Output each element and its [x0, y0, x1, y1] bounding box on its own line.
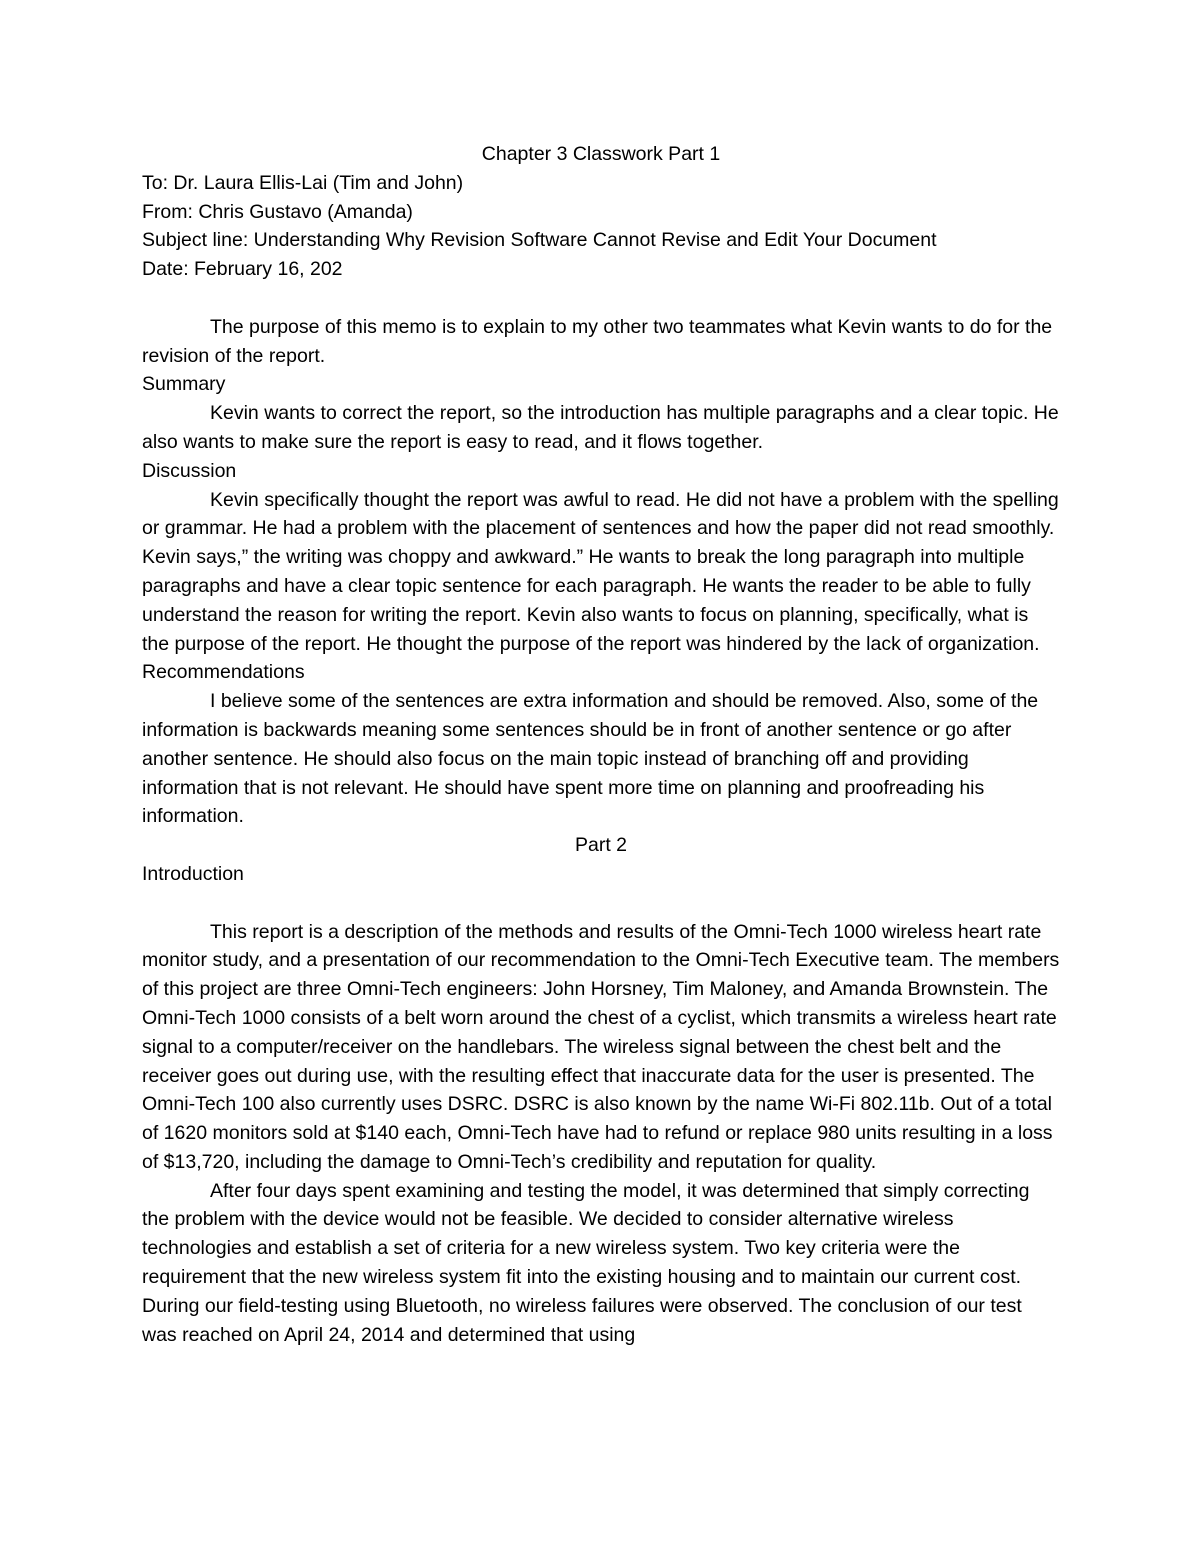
document-page: [142, 140, 1060, 1349]
introduction-paragraph-1: This report is a description of the methods and results of the Omni-Tech 1000 wireless heart rate monitor study, and a presentation of our recommendation to the Omni-Tech Executive team. The members of this project are three Omni-Tech engineers: John Horsney, Tim Maloney, and Amanda Brownstein. The Omni-Tech 1000 consists of a belt worn around the chest of a cyclist, which transmits a wireless heart rate signal to a computer/receiver on the handlebars. The wireless signal between the chest belt and the receiver goes out during use, with the resulting effect that inaccurate data for the user is presented. The Omni-Tech 100 also currently uses DSRC. DSRC is also known by the name Wi-Fi 802.11b. Out of a total of 1620 monitors sold at $140 each, Omni-Tech have had to refund or replace 980 units resulting in a loss of $13,720, including the damage to Omni-Tech’s credibility and reputation for quality.: [142, 920, 1060, 1173]
document-title: Chapter 3 Classwork Part 1: [481, 143, 721, 165]
part2-title: Part 2: [574, 834, 628, 857]
purpose-paragraph: The purpose of this memo is to explain to my other two teammates what Kevin wants to do for the revision of the report.: [142, 315, 1053, 367]
discussion-paragraph: Kevin specifically thought the report was awful to read. He did not have a problem with the spelling or grammar. He had a problem with the placement of sentences and how the paper did not read smoothly. Kevin says,” the writing was choppy and awkward.” He wants to break the long paragraph into multiple paragraphs and have a clear topic sentence for each paragraph. He wants the reader to be able to fully understand the reason for writing the report. Kevin also wants to focus on planning, specifically, what is the purpose of the report. He thought the purpose of the report was hindered by the lack of organization.: [142, 488, 1059, 655]
introduction-paragraph-2: After four days spent examining and testing the model, it was determined that simply correcting the problem with the device would not be feasible. We decided to consider alternative wireless technologies and establish a set of criteria for a new wireless system. Two key criteria were the requirement that the new wireless system fit into the existing housing and to maintain our current cost. During our field-testing using Bluetooth, no wireless failures were observed. The conclusion of our test was reached on April 24, 2014 and determined that using: [142, 1179, 1030, 1346]
summary-heading: Summary: [142, 373, 226, 396]
memo-subject-line: Subject line: Understanding Why Revision Software Cannot Revise and Edit Your Document: [142, 229, 937, 252]
recommendations-heading: Recommendations: [142, 661, 305, 684]
memo-to-line: To: Dr. Laura Ellis-Lai (Tim and John): [142, 171, 464, 194]
discussion-heading: Discussion: [142, 459, 237, 482]
memo-from-line: From: Chris Gustavo (Amanda): [142, 200, 413, 223]
memo-date-line: Date: February 16, 202: [142, 258, 343, 281]
summary-paragraph: Kevin wants to correct the report, so the introduction has multiple paragraphs and a clear topic. He also wants to make sure the report is easy to read, and it flows together.: [142, 402, 1059, 453]
recommendations-paragraph: I believe some of the sentences are extra information and should be removed. Also, some of the information is backwards meaning some sentences should be in front of another sentence or go after another sentence. He should also focus on the main topic instead of branching off and providing information that is not relevant. He should have spent more time on planning and proofreading his information.: [142, 690, 1039, 828]
introduction-heading: Introduction: [142, 862, 244, 885]
